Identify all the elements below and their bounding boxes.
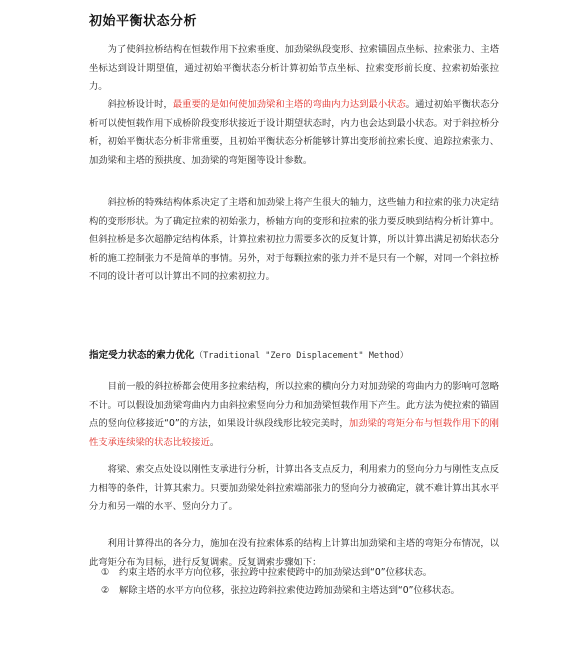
- paragraph: [89, 96, 499, 170]
- list-text: 约束主塔的水平方向位移，张拉跨中拉索使跨中的加劲梁达到“0”位移状态。: [119, 567, 433, 578]
- title-cn: 指定受力状态的索力优化: [89, 350, 195, 361]
- paragraph: [89, 378, 499, 452]
- list-number: ①: [101, 567, 110, 578]
- section-title-cable-force-optimization: [89, 347, 408, 361]
- title-en: （Traditional "Zero Displacement" Method）: [194, 351, 409, 361]
- paragraph: 斜拉桥的特殊结构体系决定了主塔和加劲梁上将产生很大的轴力，这些轴力和拉索的张力决定结构的变形形状。为了确定拉索的初始张力，桥轴方向的变形和拉索的张力要反映到结构分析计算中。但斜拉桥是多次超静定结构体系，计算拉索初拉力需要多次的反复计算，所以计算出满足初始状态分析的施工控制张力不是简单的事情。另外，对于每颗拉索的张力并不是只有一个解，对同一个斜拉桥不同的设计者可以计算出不同的拉索初拉力。: [89, 197, 499, 282]
- section-title-initial-equilibrium: 初始平衡状态分析: [89, 14, 198, 29]
- list-text: 解除主塔的水平方向位移，张拉边跨斜拉索使边跨加劲梁和主塔达到“0”位移状态。: [119, 585, 460, 596]
- text-run: 。通过初始平衡状态分析可以使恒载作用下成桥阶段变形状接近于设计期望状态时，内力也会达到最小状态。对于斜拉桥分析，初始平衡状态分析非常重要，且初始平衡状态分析能够计算出变形前拉索长度、追踪拉索张力、加劲梁和主塔的预拱度、加劲梁的弯矩图等设计参数。: [89, 99, 499, 166]
- paragraph: 将梁、索交点处设以刚性支承进行分析，计算出各支点反力，利用索力的竖向分力与刚性支点反力相等的条件，计算其索力。只要加劲梁处斜拉索端部张力的竖向分力被确定，就不难计算出其水平分力和另一端的水平、竖向分力了。: [89, 464, 499, 512]
- list-item: [101, 582, 517, 601]
- highlighted-text: 最重要的是如何使加劲梁和主塔的弯曲内力达到最小状态: [172, 99, 406, 110]
- text-run: 斜拉桥设计时，: [107, 99, 173, 110]
- list-item: [101, 564, 517, 583]
- list-number: ②: [101, 585, 110, 596]
- highlighted-text: 加劲梁的弯矩分布与恒载作用下的刚性支承连续梁的状态比较接近: [89, 418, 499, 448]
- text-run: 。: [209, 436, 220, 448]
- paragraph: 为了使斜拉桥结构在恒载作用下拉索垂度、加劲梁纵段变形、拉索锚固点坐标、拉索张力、主塔坐标达到设计期望值，通过初始平衡状态分析计算初始节点坐标、拉索变形前长度、拉索初始张拉力。: [89, 44, 499, 92]
- paragraph: 利用计算得出的各分力，施加在没有拉索体系的结构上计算出加劲梁和主塔的弯矩分布情况，以此弯矩分布为目标，进行反复调索。反复调索步骤如下：: [89, 538, 499, 568]
- text-run: 目前一般的斜拉桥都会使用多拉索结构，所以拉索的横向分力对加劲梁的弯曲内力的影响可忽略不计。可以假设加劲梁弯曲内力由斜拉索竖向分力和加劲梁恒载作用下产生。此方法为使拉索的锚固点的竖向位移接近“0”的方法，如果设计纵段线形比较完美时，: [89, 381, 499, 429]
